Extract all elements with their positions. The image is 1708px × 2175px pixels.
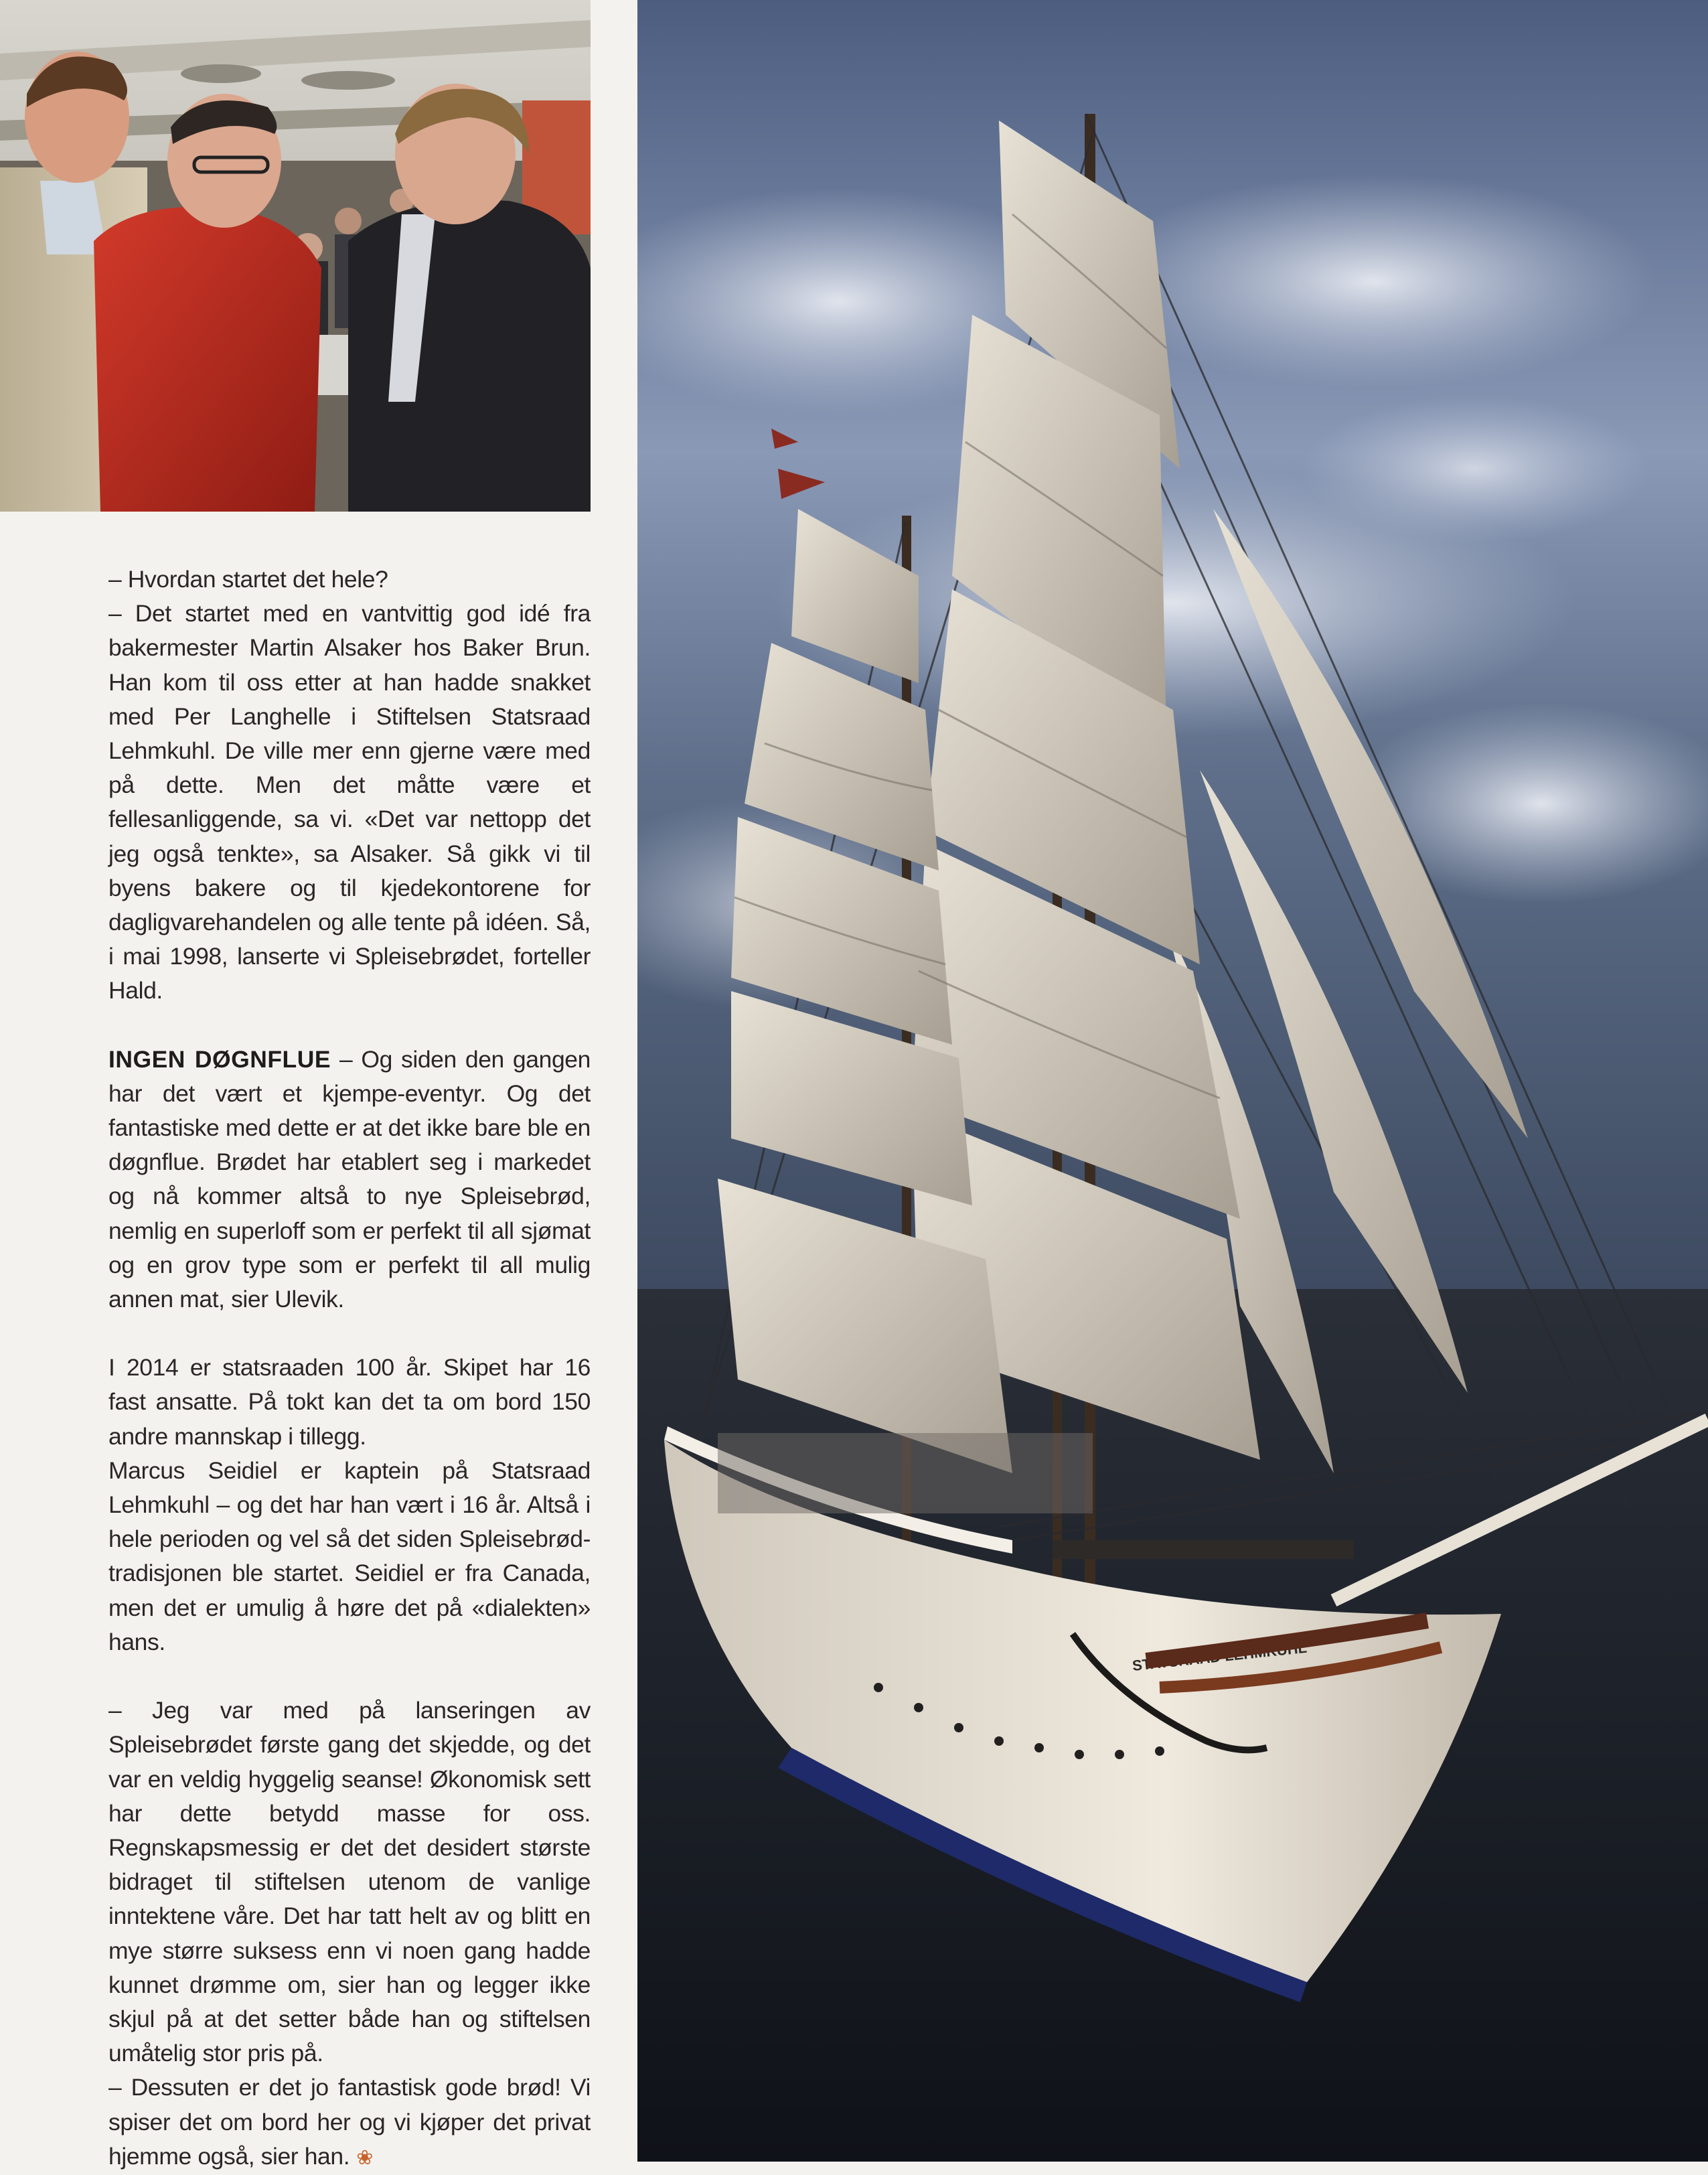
article-paragraph-text: – Og siden den gangen har det vært et kjempe-eventyr. Og det fantastiske med dette er at det ikke bare ble en døgnflue. Brødet har etablert seg i markedet og nå kommer altså to nye Spleisebrød, nemlig en superloff som er perfekt til all sjømat og en grov type som er perfekt til all mulig annen mat, sier Ulevik. [108, 1045, 591, 1313]
ship-photo [637, 0, 1708, 2162]
article-body [108, 562, 591, 2175]
subheading: INGEN DØGNFLUE [108, 1045, 331, 1073]
article-paragraph-with-subhead [108, 1043, 591, 1317]
article-paragraph-text: – Dessuten er det jo fantastisk gode brød! Vi spiser det om bord her og vi kjøper det privat hjemme også, sier han. [108, 2074, 591, 2170]
article-paragraph: I 2014 er statsraaden 100 år. Skipet har 16 fast ansatte. På tokt kan det ta om bord 150 andre mannskap i tillegg. [108, 1354, 591, 1450]
article-paragraph: – Jeg var med på lanseringen av Spleisebrødet første gang det skjedde, og det var en veldig hyggelig seanse! Økonomisk sett har dette betydd masse for oss. Regnskapsmessig er det det desidert største bidraget til stiftelsen utenom de vanlige inntektene våre. Det har tatt helt av og blitt en mye større suksess enn vi noen gang hadde kunnet drømme om, sier han og legger ikke skjul på at det setter både han og stiftelsen umåtelig stor pris på. [108, 1697, 591, 2067]
tall-ship-illustration [637, 0, 1708, 2162]
article-paragraph: Marcus Seidiel er kaptein på Statsraad Lehmkuhl – og det har han vært i 16 år. Altså i hele perioden og vel så det siden Spleisebrød-tradisjonen ble startet. Seidiel er fra Canada, men det er umulig å høre det på «dialekten» hans. [108, 1456, 591, 1655]
people-photo [0, 0, 591, 512]
article-paragraph: – Hvordan startet det hele? [108, 566, 388, 593]
hull-lettering: STATSRAAD LEHMKUHL [1131, 1639, 1308, 1674]
article-paragraph: – Det startet med en vantvittig god idé fra bakermester Martin Alsaker hos Baker Brun. Han kom til oss etter at han hadde snakket med Per Langhelle i Stiftelsen Statsraad Lehmkuhl. De ville mer enn gjerne være med på dette. Men det måtte være et fellesanliggende, sa vi. «Det var nettopp det jeg også tenkte», sa Alsaker. Så gikk vi til byens bakere og til kjedekontorene for dagligvarehandelen og alle tente på idéen. Så, i mai 1998, lanserte vi Spleisebrødet, forteller Hald. [108, 600, 591, 1004]
article-paragraph-final [108, 2071, 591, 2175]
people-photo-illustration [0, 0, 591, 512]
end-of-article-icon: ❀ [356, 2146, 373, 2169]
